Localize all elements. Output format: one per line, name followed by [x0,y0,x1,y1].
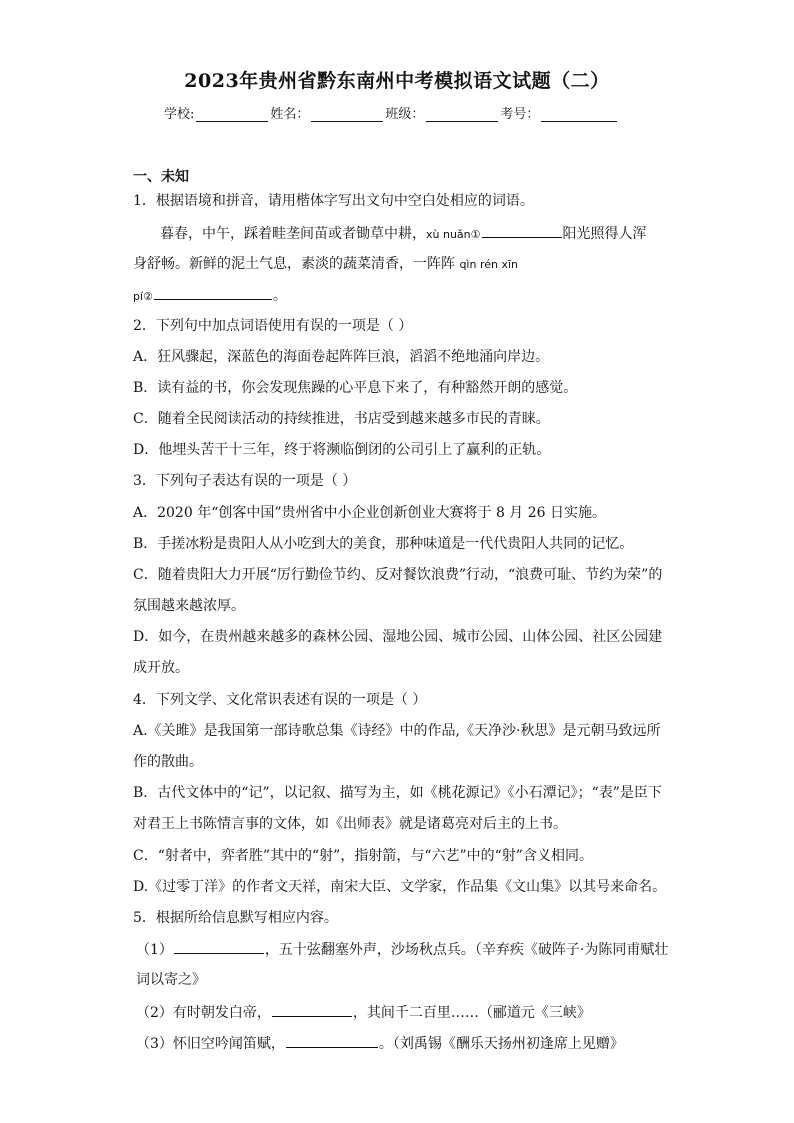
q2-option-a[interactable]: A．狂风骤起，深蓝色的海面卷起阵阵巨浪，滔滔不绝地涌向岸边。 [133,349,550,365]
q5-blank-1[interactable] [174,940,264,954]
q5-item-1-number: （1） [136,942,173,958]
q1-blank-1[interactable] [482,224,562,238]
q2-option-c[interactable]: C．随着全民阅读活动的持续推进，书店受到越来越多市民的青睐。 [133,411,550,427]
q1-pinyin-1: xù nuǎn① [426,228,481,241]
q5-stem: 5．根据所给信息默写相应内容。 [133,910,338,926]
q5-item-3 [136,1034,624,1053]
exam-no-field[interactable] [541,107,617,122]
q3-option-c[interactable]: C．随着贵阳大力开展“厉行勤俭节约、反对餐饮浪费”行动，“浪费可耻、节约为荣”的 [133,567,663,583]
class-label: 班级： [385,107,425,122]
q2-option-b[interactable]: B．读有益的书，你会发现焦躁的心平息下来了，有种豁然开朗的感觉。 [133,380,578,396]
q3-option-b[interactable]: B．手搓冰粉是贵阳人从小吃到大的美食，那种味道是一代代贵阳人共同的记忆。 [133,536,634,552]
q4-option-b[interactable]: B．古代文体中的“记”，以记叙、描写为主，如《桃花源记》《小石潭记》；“表”是臣下 [133,785,662,801]
q1-passage-line3 [133,286,287,306]
q1-passage-line2 [133,255,518,274]
q3-option-a[interactable]: A．2020 年“创客中国”贵州省中小企业创新创业大赛将于 8 月 26 日实施。 [133,505,607,521]
q5-blank-3[interactable] [286,1034,378,1048]
q2-stem: 2．下列句中加点词语使用有误的一项是（ ） [133,318,413,334]
q4-option-c[interactable]: C．“射者中，弈者胜”其中的“射”，指射箭，与“六艺”中的“射”含义相同。 [133,848,593,864]
q5-item-3-text-b: 。（刘禹锡《酬乐天扬州初逢席上见赠》 [378,1036,624,1052]
q1-text-b: 阳光照得人浑 [562,226,647,242]
q4-option-d[interactable]: D.《过零丁洋》的作者文天祥，南宋大臣、文学家，作品集《文山集》以其号来命名。 [133,879,667,895]
q1-passage-line1 [160,224,647,244]
q5-item-1-text: ，五十弦翻塞外声，沙场秋点兵。（辛弃疾《破阵子·为陈同甫赋壮 [264,942,669,958]
section-title: 一、未知 [133,169,189,185]
q3-option-d[interactable]: D．如今，在贵州越来越多的森林公园、湿地公园、城市公园、山体公园、社区公园建 [133,629,663,645]
q5-item-2-text-b: ，其间千二百里……（郦道元《三峡》 [352,1005,591,1021]
student-info-row [164,103,619,122]
q1-text-a: 暮春，中午，踩着畦垄间苗或者锄草中耕， [160,226,426,242]
q4-option-b-cont: 对君王上书陈情言事的文体，如《出师表》就是诸葛亮对后主的上书。 [133,816,567,832]
q1-pinyin-2a: qìn rén xīn [459,258,519,271]
q5-item-2 [136,1003,591,1022]
q5-item-2-text-a: （2）有时朝发白帝， [136,1005,271,1021]
q5-item-1 [136,940,668,959]
q2-option-d[interactable]: D．他埋头苦干十三年，终于将濒临倒闭的公司引上了赢利的正轨。 [133,442,551,458]
q5-blank-2[interactable] [272,1003,352,1017]
q3-option-c-cont: 氛围越来越浓厚。 [133,598,245,614]
q4-stem: 4．下列文学、文化常识表述有误的一项是（ ） [133,692,427,708]
q1-text-end: 。 [272,288,287,304]
q4-option-a[interactable]: A.《关雎》是我国第一部诗歌总集《诗经》中的作品,《天净沙·秋思》是元朝马致远所 [133,723,661,739]
page-title: 2023年贵州省黔东南州中考模拟语文试题（二） [184,70,610,92]
q1-pinyin-2b: pí② [133,290,153,303]
exam-no-label: 考号： [500,107,540,122]
q3-stem: 3．下列句子表达有误的一项是（ ） [133,473,357,489]
q1-blank-2[interactable] [154,286,272,300]
school-field[interactable] [196,107,268,122]
q4-option-a-cont: 作的散曲。 [133,754,203,770]
class-field[interactable] [426,107,498,122]
name-field[interactable] [311,107,383,122]
q5-item-3-text-a: （3）怀旧空吟闻笛赋， [136,1036,285,1052]
q5-item-1-cont: 词以寄之》 [136,972,206,988]
q3-option-d-cont: 成开放。 [133,660,189,676]
school-label: 学校: [164,107,195,122]
q1-text-c: 身舒畅。新鲜的泥土气息，素淡的蔬菜清香，一阵阵 [133,256,455,272]
name-label: 姓名： [270,107,310,122]
q1-stem: 1．根据语境和拼音，请用楷体字写出文句中空白处相应的词语。 [133,193,534,209]
